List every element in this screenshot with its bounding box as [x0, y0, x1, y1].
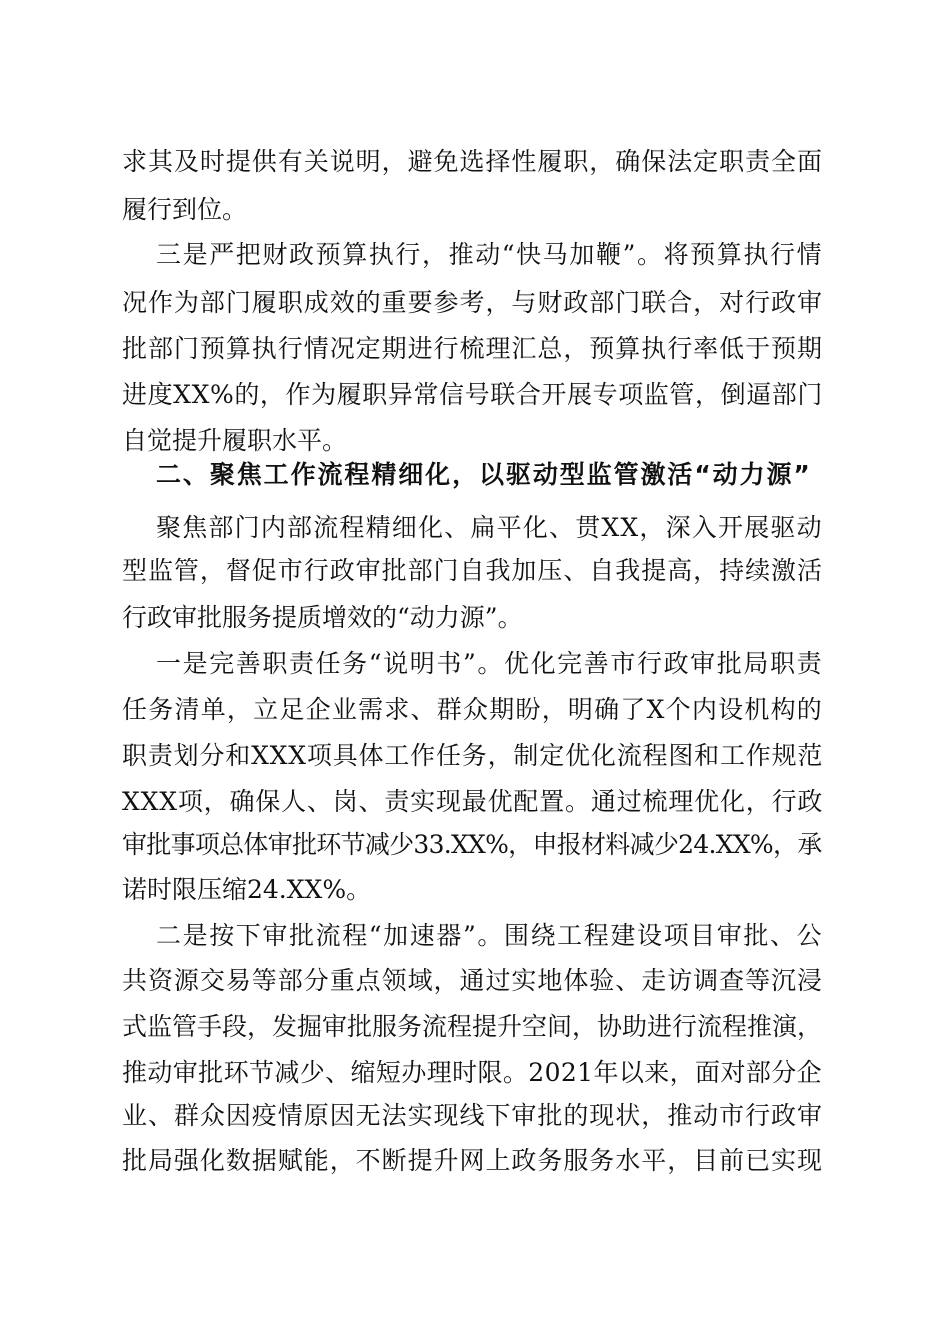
text-line: 诺时限压缩24.XX%。	[122, 875, 372, 904]
text-line: 批部门预算执行情况定期进行梳理汇总，预算执行率低于预期	[122, 334, 823, 363]
text-line: 履行到位。	[122, 195, 248, 224]
text-line: 审批事项总体审批环节减少33.XX%，申报材料减少24.XX%，承	[122, 830, 822, 859]
text-line: XXX项，确保人、岗、责实现最优配置。通过梳理优化，行政	[122, 787, 824, 816]
text-line: 业、群众因疫情原因无法实现线下审批的现状，推动市行政审	[122, 1101, 823, 1130]
text-line: 型监管，督促市行政审批部门自我加压、自我提高，持续激活	[122, 556, 823, 585]
text-line: 况作为部门履职成效的重要参考，与财政部门联合，对行政审	[122, 288, 823, 317]
text-line: 批局强化数据赋能，不断提升网上政务服务水平，目前已实现	[122, 1146, 823, 1175]
text-line: 行政审批服务提质增效的“动力源”。	[122, 603, 523, 632]
text-line: 求其及时提供有关说明，避免选择性履职，确保法定职责全面	[122, 147, 823, 176]
text-line: 任务清单，立足企业需求、群众期盼，明确了X个内设机构的	[122, 695, 824, 724]
section-heading: 二、聚焦工作流程精细化，以驱动型监管激活“动力源”	[156, 460, 812, 489]
text-line: 式监管手段，发掘审批服务流程提升空间，协助进行流程推演，	[122, 1012, 823, 1041]
text-line: 聚焦部门内部流程精细化、扁平化、贯XX，深入开展驱动	[156, 513, 823, 542]
text-line: 职责划分和XXX项具体工作任务，制定优化流程图和工作规范	[122, 741, 824, 770]
text-line: 一是完善职责任务“说明书”。优化完善市行政审批局职责	[156, 649, 824, 678]
text-line: 进度XX%的，作为履职异常信号联合开展专项监管，倒逼部门	[122, 380, 823, 409]
text-line: 三是严把财政预算执行，推动“快马加鞭”。将预算执行情	[156, 240, 824, 269]
text-line: 自觉提升履职水平。	[122, 426, 348, 455]
text-line: 二是按下审批流程“加速器”。围绕工程建设项目审批、公	[156, 921, 824, 950]
text-line: 共资源交易等部分重点领域，通过实地体验、走访调查等沉浸	[122, 966, 823, 995]
text-line: 推动审批环节减少、缩短办理时限。2021年以来，面对部分企	[122, 1058, 823, 1087]
